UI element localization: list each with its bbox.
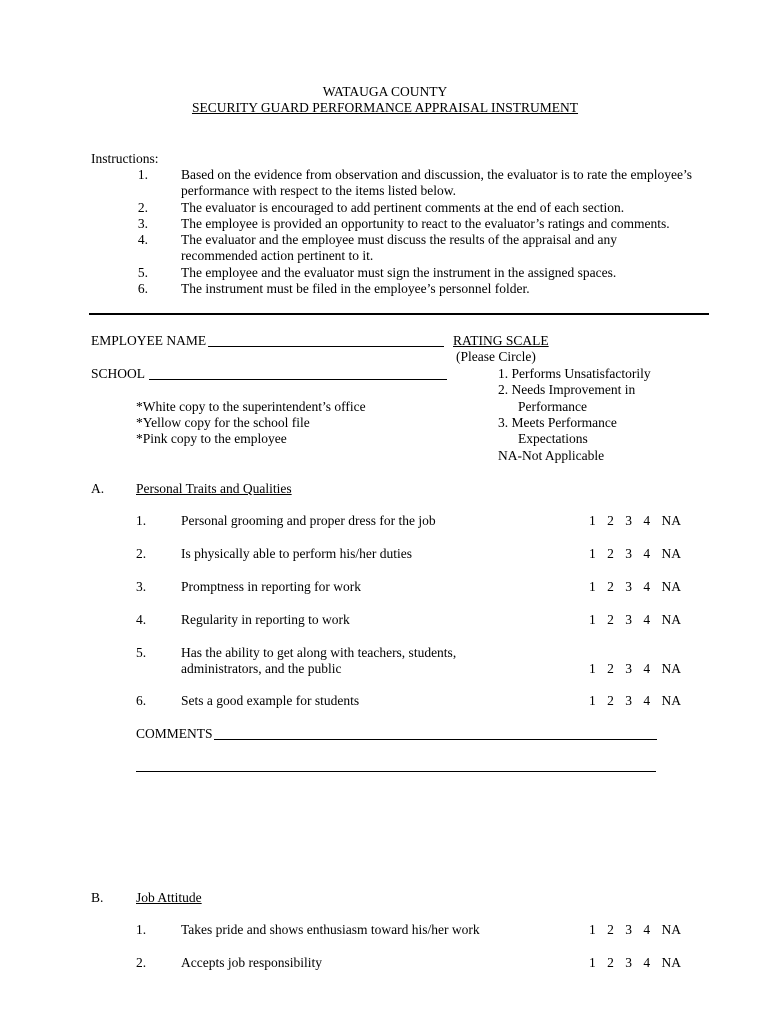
item-number: 6. — [136, 693, 147, 708]
rating-scale-line: 3. Meets Performance — [498, 415, 617, 430]
rating-scale-title: RATING SCALE — [453, 333, 549, 348]
rating-option[interactable]: 1 — [589, 955, 596, 970]
instruction-text: The employee is provided an opportunity to react to the evaluator’s ratings and comments. — [181, 216, 670, 231]
item-number: 1. — [136, 513, 147, 528]
item-text: administrators, and the public — [181, 661, 342, 676]
rating-option[interactable]: NA — [661, 546, 681, 561]
section-title: Personal Traits and Qualities — [136, 481, 292, 496]
copy-note: *Pink copy to the employee — [136, 431, 287, 446]
school-label: SCHOOL — [91, 366, 146, 381]
rating-option[interactable]: 3 — [625, 513, 632, 528]
instruction-number: 3. — [137, 216, 148, 231]
rating-options — [589, 955, 681, 971]
rating-option[interactable]: 1 — [589, 661, 596, 676]
instruction-text: performance with respect to the items listed below. — [181, 183, 457, 198]
copy-note: *Yellow copy for the school file — [136, 415, 310, 430]
rating-scale-line: NA-Not Applicable — [498, 448, 605, 463]
instruction-number: 5. — [137, 265, 148, 280]
item-text: Regularity in reporting to work — [181, 612, 350, 627]
item-number: 2. — [136, 546, 147, 561]
rating-options — [589, 546, 681, 562]
rating-option[interactable]: 1 — [589, 546, 596, 561]
comments-field[interactable] — [214, 739, 657, 740]
instruction-text: Based on the evidence from observation and discussion, the evaluator is to rate the employee’s — [181, 167, 692, 182]
instructions-label: Instructions: — [91, 151, 159, 166]
item-number: 4. — [136, 612, 147, 627]
section-title: Job Attitude — [136, 890, 202, 905]
item-text: Promptness in reporting for work — [181, 579, 361, 594]
rating-option[interactable]: 4 — [643, 513, 651, 528]
rating-option[interactable]: 3 — [625, 693, 632, 708]
item-text: Personal grooming and proper dress for the job — [181, 513, 436, 528]
rating-option[interactable]: 4 — [643, 922, 651, 937]
rating-option[interactable]: 4 — [643, 612, 651, 627]
rating-option[interactable]: NA — [661, 612, 681, 627]
rating-scale-line: 1. Performs Unsatisfactorily — [498, 366, 651, 381]
item-number: 3. — [136, 579, 147, 594]
rating-option[interactable]: NA — [661, 661, 681, 676]
employee-name-label: EMPLOYEE NAME — [91, 333, 207, 348]
item-text: Sets a good example for students — [181, 693, 360, 708]
rating-options — [589, 661, 681, 677]
rating-option[interactable]: 2 — [607, 955, 614, 970]
rating-option[interactable]: 3 — [625, 661, 632, 676]
rating-option[interactable]: 2 — [607, 579, 614, 594]
copy-note: *White copy to the superintendent’s office — [136, 399, 366, 414]
rating-option[interactable]: NA — [661, 579, 681, 594]
rating-option[interactable]: 4 — [643, 661, 651, 676]
instruction-text: The employee and the evaluator must sign the instrument in the assigned spaces. — [181, 265, 617, 280]
rating-options — [589, 922, 681, 938]
comments-line[interactable] — [136, 771, 656, 772]
item-text: Accepts job responsibility — [181, 955, 322, 970]
rating-option[interactable]: 2 — [607, 922, 614, 937]
rating-option[interactable]: 4 — [643, 955, 651, 970]
rating-option[interactable]: NA — [661, 955, 681, 970]
rating-option[interactable]: 1 — [589, 922, 596, 937]
instruction-text: The evaluator is encouraged to add pertinent comments at the end of each section. — [181, 200, 625, 215]
rating-option[interactable]: 3 — [625, 955, 632, 970]
rating-option[interactable]: NA — [661, 513, 681, 528]
section-letter: A. — [91, 481, 105, 496]
rating-options — [589, 579, 681, 595]
rating-option[interactable]: NA — [661, 693, 681, 708]
instruction-number: 2. — [137, 200, 148, 215]
rating-option[interactable]: 3 — [625, 922, 632, 937]
section-letter: B. — [91, 890, 104, 905]
rating-options — [589, 612, 681, 628]
item-number: 1. — [136, 922, 147, 937]
rating-option[interactable]: 2 — [607, 513, 614, 528]
rating-scale-line: 2. Needs Improvement in — [498, 382, 636, 397]
rating-option[interactable]: 3 — [625, 546, 632, 561]
item-text: Takes pride and shows enthusiasm toward his/her work — [181, 922, 480, 937]
instruction-number: 4. — [137, 232, 148, 247]
rating-option[interactable]: 2 — [607, 661, 614, 676]
rating-option[interactable]: 3 — [625, 612, 632, 627]
section-divider — [89, 313, 709, 315]
item-text: Has the ability to get along with teachers, students, — [181, 645, 457, 660]
rating-option[interactable]: 1 — [589, 693, 596, 708]
item-number: 5. — [136, 645, 147, 660]
comments-label: COMMENTS — [136, 726, 213, 741]
employee-name-field[interactable] — [208, 346, 444, 347]
rating-option[interactable]: 2 — [607, 612, 614, 627]
rating-scale-line: Expectations — [518, 431, 588, 446]
rating-option[interactable]: 3 — [625, 579, 632, 594]
form-title: SECURITY GUARD PERFORMANCE APPRAISAL INSTRUMENT — [191, 100, 579, 115]
county-heading: WATAUGA COUNTY — [322, 84, 448, 99]
instruction-number: 1. — [137, 167, 148, 182]
rating-option[interactable]: 1 — [589, 513, 596, 528]
rating-scale-line: Performance — [518, 399, 587, 414]
item-number: 2. — [136, 955, 147, 970]
rating-option[interactable]: 4 — [643, 693, 651, 708]
instruction-text: The instrument must be filed in the employee’s personnel folder. — [181, 281, 530, 296]
item-text: Is physically able to perform his/her duties — [181, 546, 412, 561]
rating-scale-subtitle: (Please Circle) — [456, 349, 536, 364]
rating-option[interactable]: NA — [661, 922, 681, 937]
rating-option[interactable]: 2 — [607, 546, 614, 561]
rating-options — [589, 513, 681, 529]
instruction-text: The evaluator and the employee must discuss the results of the appraisal and any — [181, 232, 617, 247]
instruction-text: recommended action pertinent to it. — [181, 248, 374, 263]
rating-option[interactable]: 2 — [607, 693, 614, 708]
rating-option[interactable]: 1 — [589, 579, 596, 594]
rating-option[interactable]: 4 — [643, 579, 651, 594]
rating-option[interactable]: 4 — [643, 546, 651, 561]
instruction-number: 6. — [137, 281, 148, 296]
rating-options — [589, 693, 681, 709]
rating-option[interactable]: 1 — [589, 612, 596, 627]
school-field[interactable] — [149, 379, 447, 380]
